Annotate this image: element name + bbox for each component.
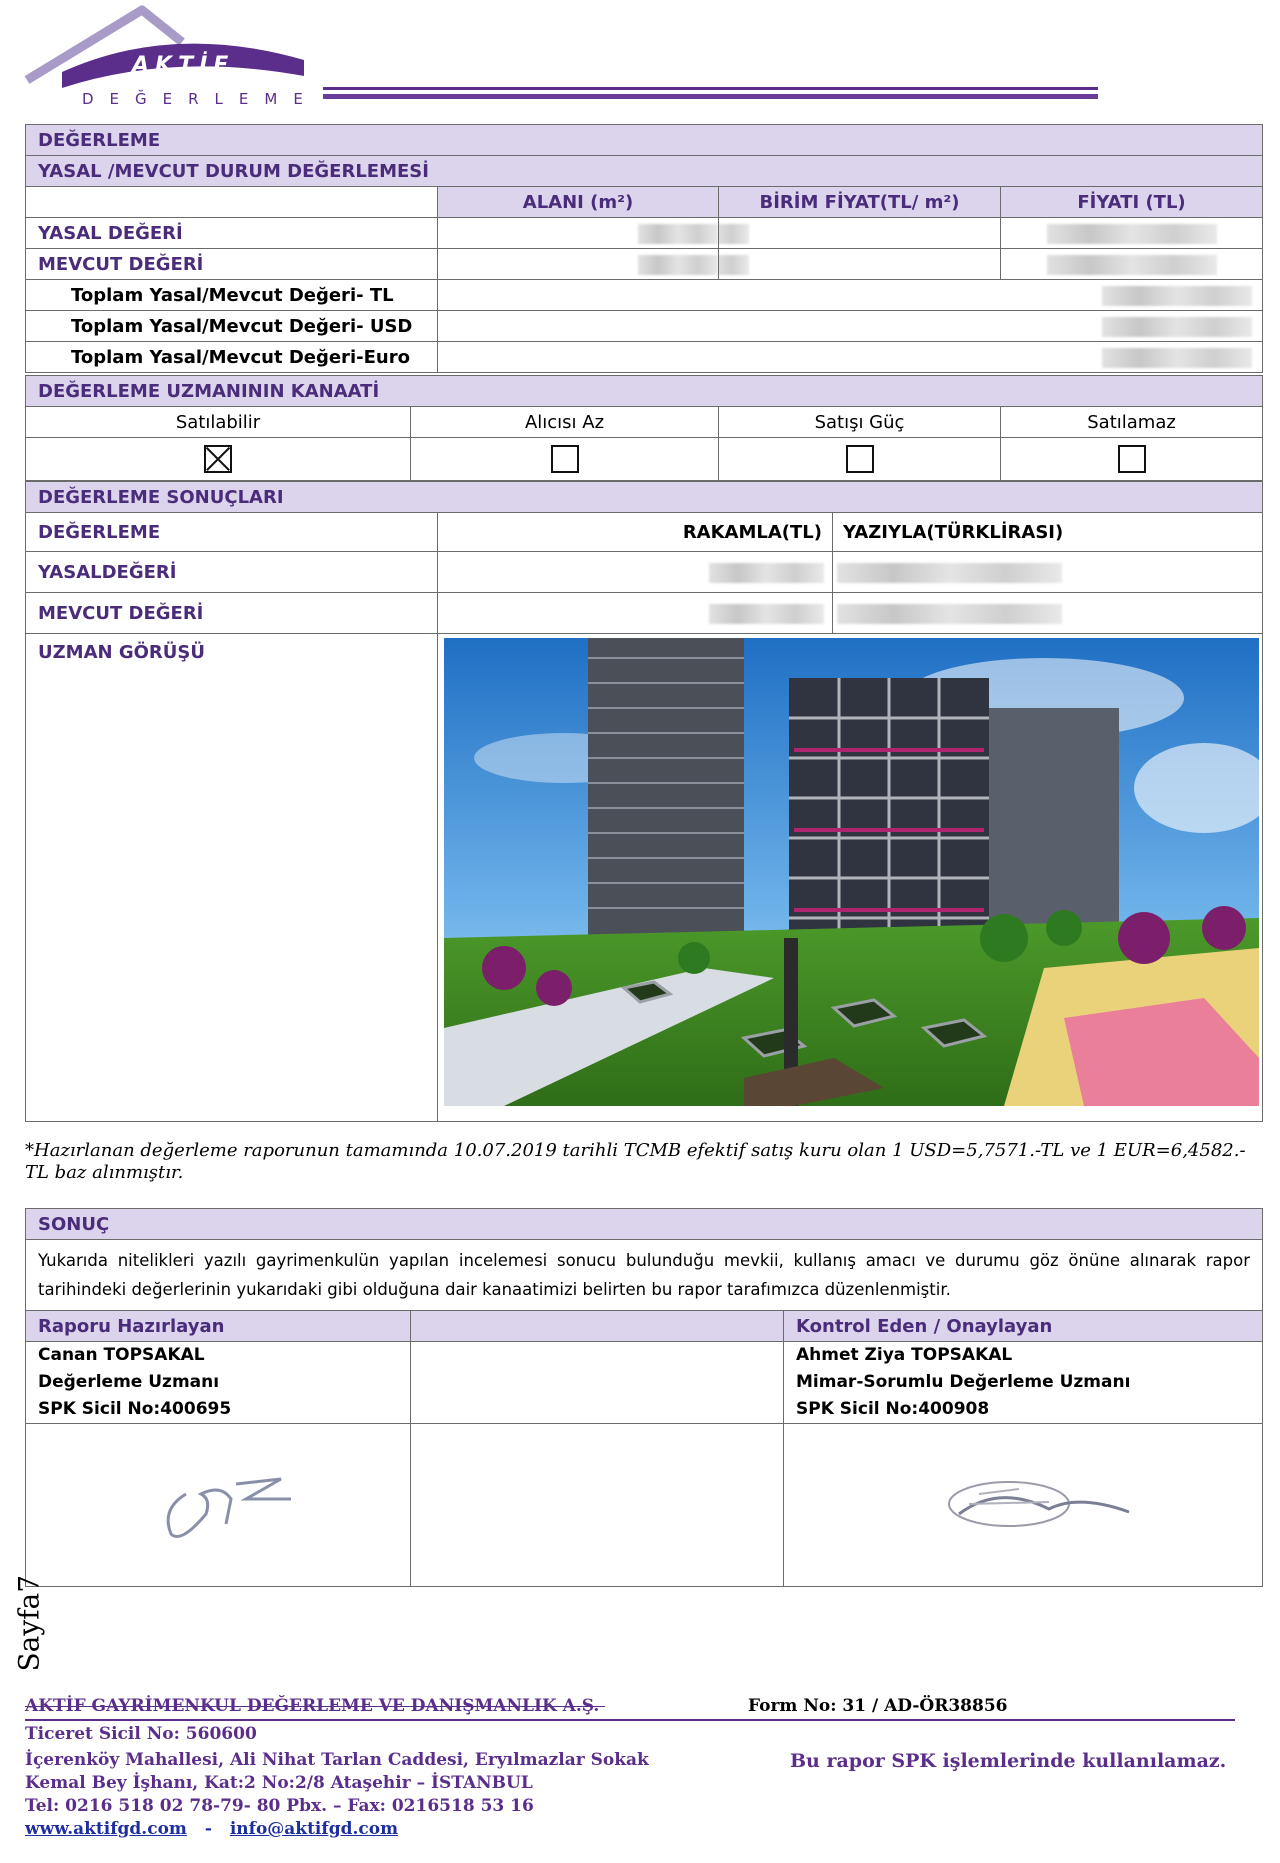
footer-company: AKTİF GAYRİMENKUL DEĞERLEME VE DANIŞMANLIK A.Ş. — [25, 1696, 600, 1716]
row-legal-value: YASAL DEĞERİ — [26, 218, 438, 249]
approver-signature-stamp — [939, 1454, 1139, 1554]
section-title-conclusion: SONUÇ — [26, 1209, 1263, 1240]
approver-name: Ahmet Ziya TOPSAKAL — [796, 1345, 1013, 1365]
redacted-value — [719, 224, 750, 244]
section-title-results: DEĞERLEME SONUÇLARI — [26, 482, 1263, 513]
total-euro-label: Toplam Yasal/Mevcut Değeri-Euro — [26, 342, 438, 373]
footer-trade-registry: Ticeret Sicil No: 560600 — [25, 1724, 257, 1744]
redacted-value — [837, 604, 1062, 624]
column-text: YAZIYLA(TÜRKLİRASI) — [833, 513, 1263, 552]
total-tl-label: Toplam Yasal/Mevcut Değeri- TL — [26, 280, 438, 311]
section-title-expert-opinion: DEĞERLEME UZMANININ KANAATİ — [26, 376, 1263, 407]
section-title-valuation: DEĞERLEME — [26, 125, 1263, 156]
redacted-value — [638, 224, 718, 244]
redacted-value — [1102, 286, 1252, 306]
expert-opinion-label: UZMAN GÖRÜŞÜ — [26, 634, 438, 1122]
footer-spk-warning: Bu rapor SPK işlemlerinde kullanılamaz. — [790, 1750, 1227, 1772]
option-label-few-buyers: Alıcısı Az — [411, 407, 719, 438]
preparer-license: SPK Sicil No:400695 — [38, 1399, 232, 1419]
preparer-name: Canan TOPSAKAL — [38, 1345, 205, 1365]
results-current-value: MEVCUT DEĞERİ — [26, 593, 438, 634]
redacted-value — [1102, 348, 1252, 368]
logo-subtitle: DEĞERLEME — [82, 90, 312, 108]
redacted-value — [709, 604, 824, 624]
column-area: ALANI (m²) — [438, 187, 719, 218]
approver-license: SPK Sicil No:400908 — [796, 1399, 990, 1419]
redacted-value — [1047, 255, 1217, 275]
checkbox-hard-to-sell[interactable] — [846, 445, 874, 473]
approver-role: Mimar-Sorumlu Değerleme Uzmanı — [796, 1372, 1131, 1392]
logo-text: AKTİF — [132, 53, 235, 78]
prepared-by-title: Raporu Hazırlayan — [26, 1311, 411, 1342]
approved-by-title: Kontrol Eden / Onaylayan — [784, 1311, 1263, 1342]
column-numeric: RAKAMLA(TL) — [438, 513, 833, 552]
valuation-table — [25, 124, 1263, 373]
redacted-value — [1047, 224, 1217, 244]
conclusion-table — [25, 1208, 1263, 1587]
results-table — [25, 481, 1263, 1122]
checkbox-few-buyers[interactable] — [551, 445, 579, 473]
results-legal-value: YASALDEĞERİ — [26, 552, 438, 593]
results-row-label: DEĞERLEME — [26, 513, 438, 552]
footer-form-no: Form No: 31 / AD-ÖR38856 — [748, 1696, 1008, 1716]
preparer-role: Değerleme Uzmanı — [38, 1372, 220, 1392]
option-label-hard-to-sell: Satışı Güç — [719, 407, 1001, 438]
redacted-value — [638, 255, 718, 275]
footer-website-link[interactable]: www.aktifgd.com — [25, 1819, 187, 1839]
redacted-value — [1102, 317, 1252, 337]
page-number: Sayfa7 — [12, 1574, 46, 1672]
option-label-sellable: Satılabilir — [26, 407, 411, 438]
redacted-value — [837, 563, 1062, 583]
checkbox-unsellable[interactable] — [1118, 445, 1146, 473]
conclusion-text: Yukarıda nitelikleri yazılı gayrimenkulün yapılan incelemesi sonucu bulunduğu mevkii, kullanış amacı ve durumu göz önüne alınarak rapor tarihindeki değerlerinin yukarıdaki gibi olduğuna dair kanaatimizi belirten bu rapor tarafımızca düzenlenmiştir. — [26, 1240, 1263, 1311]
footer-phone: Tel: 0216 518 02 78-79- 80 Pbx. – Fax: 0216518 53 16 — [25, 1796, 534, 1816]
footer-rule — [25, 1719, 1235, 1721]
building-rendering-image — [444, 638, 1259, 1106]
footer-address-line2: Kemal Bey İşhanı, Kat:2 No:2/8 Ataşehir – İSTANBUL — [25, 1773, 533, 1793]
header-rule-thick — [323, 94, 1098, 99]
exchange-rate-note: *Hazırlanan değerleme raporunun tamamında 10.07.2019 tarihli TCMB efektif satış kuru olan 1 USD=5,7571.-TL ve 1 EUR=6,4582.-TL baz alınmıştır. — [25, 1140, 1246, 1183]
preparer-signature — [151, 1454, 311, 1554]
column-price: FİYATI (TL) — [1001, 187, 1263, 218]
footer-email-link[interactable]: info@aktifgd.com — [229, 1819, 399, 1839]
option-label-unsellable: Satılamaz — [1001, 407, 1263, 438]
total-usd-label: Toplam Yasal/Mevcut Değeri- USD — [26, 311, 438, 342]
checkbox-sellable[interactable] — [204, 445, 232, 473]
footer-separator: - — [204, 1819, 212, 1839]
section-subtitle-legal-current: YASAL /MEVCUT DURUM DEĞERLEMESİ — [26, 156, 1263, 187]
footer-address-line1: İçerenköy Mahallesi, Ali Nihat Tarlan Caddesi, Eryılmazlar Sokak — [25, 1750, 649, 1770]
redacted-value — [719, 255, 750, 275]
company-logo — [22, 2, 312, 110]
opinion-table — [25, 375, 1263, 481]
header-rule — [323, 87, 1098, 90]
row-current-value: MEVCUT DEĞERİ — [26, 249, 438, 280]
redacted-value — [709, 563, 824, 583]
column-unit-price: BİRİM FİYAT(TL/ m²) — [719, 187, 1001, 218]
